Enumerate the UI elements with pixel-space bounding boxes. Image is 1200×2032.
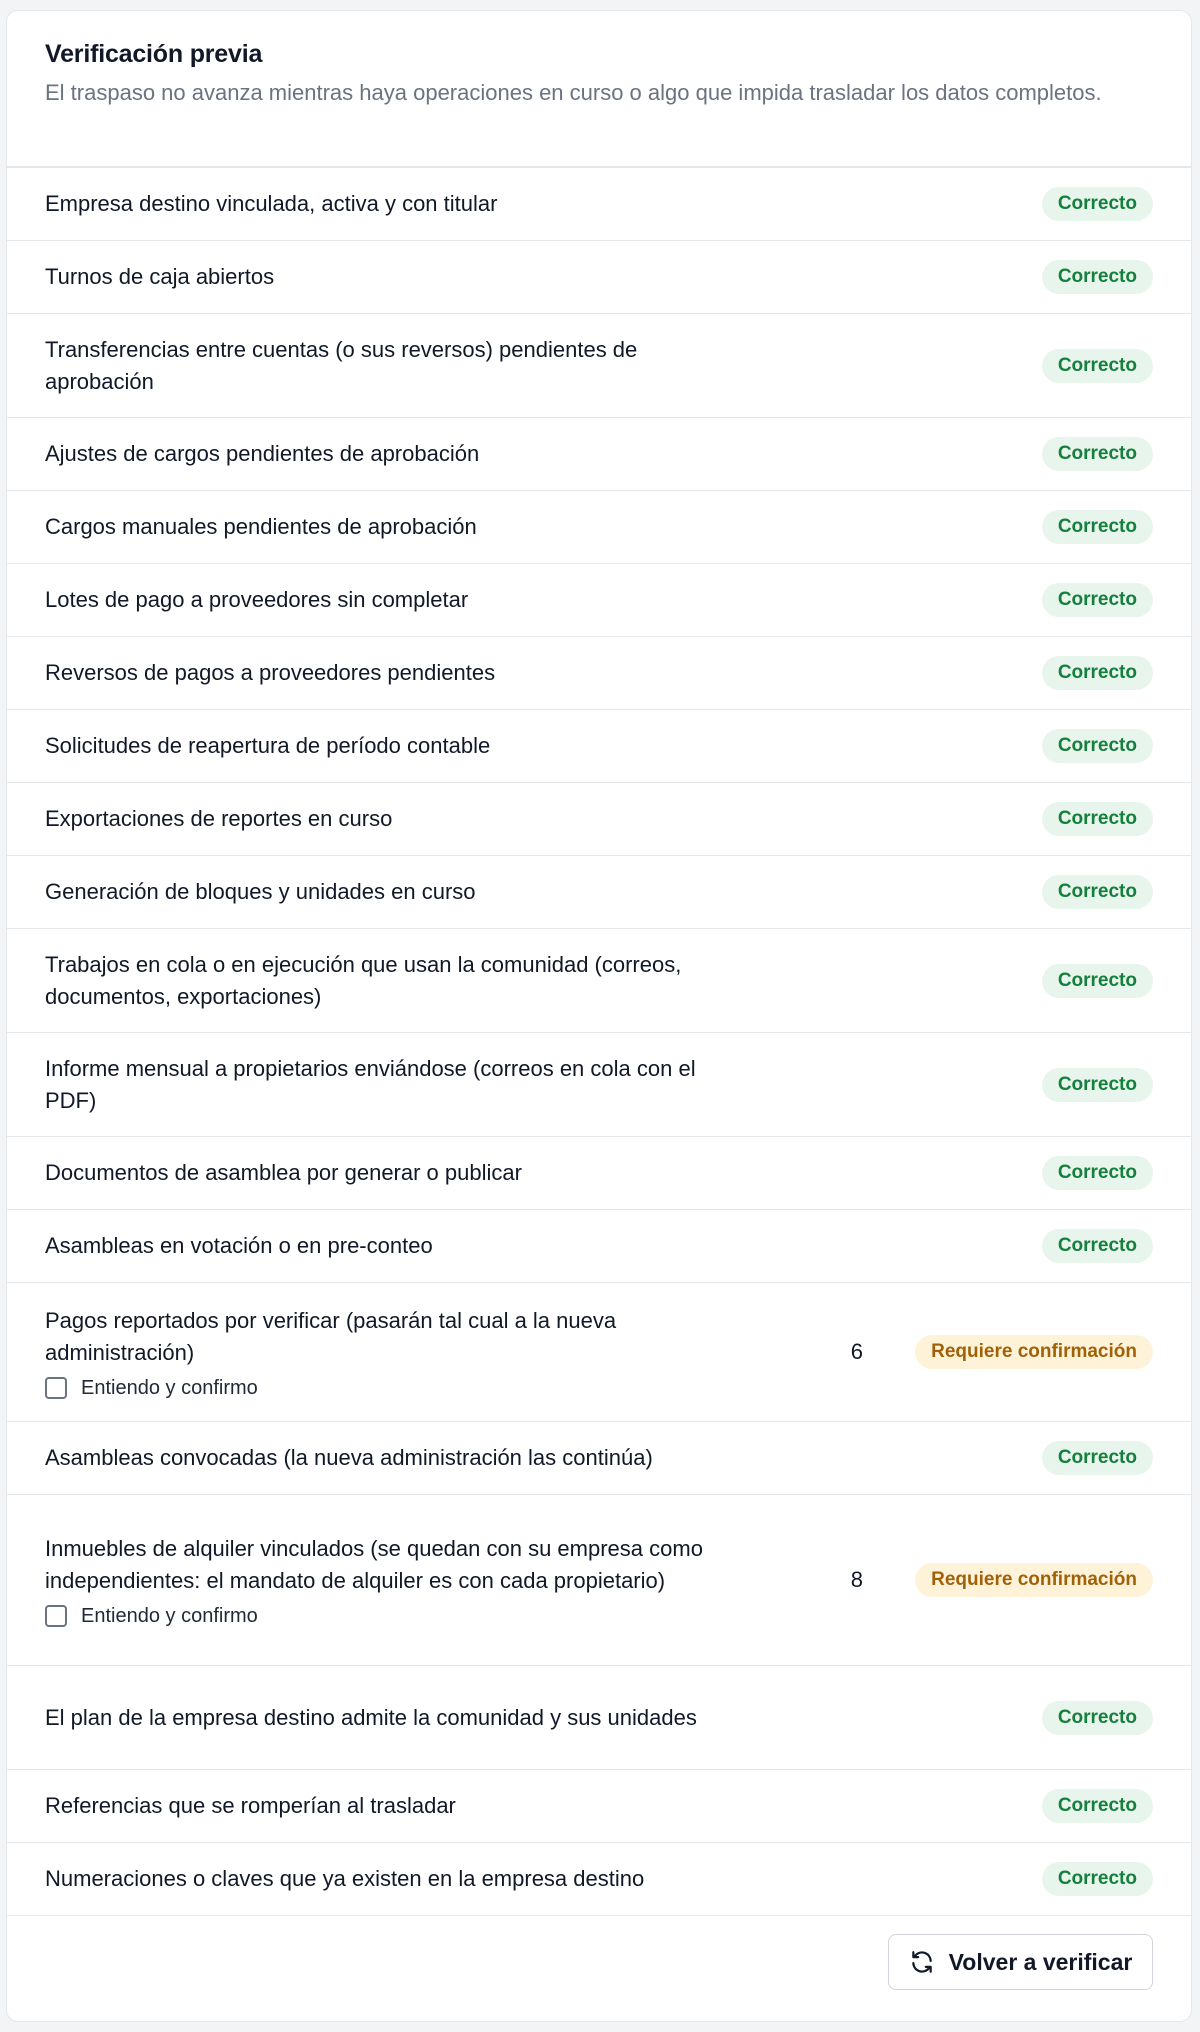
status-badge: Correcto [1042, 964, 1153, 998]
check-row [7, 1033, 1191, 1137]
check-label: Inmuebles de alquiler vinculados (se quedan con su empresa como independientes: el mandato de alquiler es con cada propietario) [45, 1535, 703, 1593]
check-row [7, 1137, 1191, 1210]
check-label: Transferencias entre cuentas (o sus reversos) pendientes de aprobación [45, 336, 638, 394]
check-row-content [45, 188, 725, 220]
check-row-content [45, 803, 725, 835]
check-label: Asambleas en votación o en pre-conteo [45, 1233, 433, 1258]
check-row-content [45, 1230, 725, 1262]
reverify-button-label: Volver a verificar [948, 1948, 1133, 1975]
check-label: Exportaciones de reportes en curso [45, 806, 393, 831]
check-row [7, 710, 1191, 783]
card-header [7, 11, 1191, 168]
check-row-content [45, 584, 725, 616]
check-label: Asambleas convocadas (la nueva administración las continúa) [45, 1445, 653, 1470]
checks-list [7, 168, 1191, 1916]
check-row [7, 1843, 1191, 1916]
status-badge: Correcto [1042, 1156, 1153, 1190]
check-label: Generación de bloques y unidades en curso [45, 879, 476, 904]
check-row-content [45, 334, 725, 398]
check-count: 8 [850, 1567, 863, 1592]
check-label: Cargos manuales pendientes de aprobación [45, 514, 477, 539]
check-row [7, 783, 1191, 856]
check-row [7, 491, 1191, 564]
check-row-content [45, 1053, 725, 1117]
status-badge: Requiere confirmación [915, 1563, 1153, 1597]
check-row [7, 1495, 1191, 1666]
confirm-control[interactable] [45, 1377, 725, 1400]
check-row-content [45, 657, 725, 689]
check-row [7, 637, 1191, 710]
check-row-content [45, 1863, 725, 1895]
check-row-content [45, 1305, 725, 1400]
status-badge: Correcto [1042, 1862, 1153, 1896]
check-row-content [45, 261, 725, 293]
refresh-icon [909, 1949, 935, 1975]
check-row-content [45, 438, 725, 470]
status-badge: Requiere confirmación [915, 1335, 1153, 1369]
status-badge: Correcto [1042, 437, 1153, 471]
check-row [7, 1666, 1191, 1770]
check-label: Documentos de asamblea por generar o publicar [45, 1160, 522, 1185]
check-row-content [45, 1533, 725, 1628]
check-row-content [45, 1157, 725, 1189]
confirm-control[interactable] [45, 1605, 725, 1628]
check-row [7, 314, 1191, 418]
check-label: Numeraciones o claves que ya existen en la empresa destino [45, 1866, 645, 1891]
check-row-content [45, 1442, 725, 1474]
reverify-button[interactable] [888, 1934, 1153, 1990]
check-label: Trabajos en cola o en ejecución que usan la comunidad (correos, documentos, exportaciones) [45, 951, 682, 1009]
check-label: Lotes de pago a proveedores sin completar [45, 587, 469, 612]
card-title: Verificación previa [45, 40, 263, 68]
status-badge: Correcto [1042, 875, 1153, 909]
check-row-content [45, 511, 725, 543]
status-badge: Correcto [1042, 802, 1153, 836]
check-label: Informe mensual a propietarios enviándose (correos en cola con el PDF) [45, 1055, 696, 1113]
confirm-label: Entiendo y confirmo [81, 1604, 258, 1627]
confirm-checkbox[interactable] [45, 1377, 67, 1399]
check-row-content [45, 1702, 725, 1734]
check-row [7, 564, 1191, 637]
status-badge: Correcto [1042, 1068, 1153, 1102]
check-row [7, 856, 1191, 929]
check-row [7, 1422, 1191, 1495]
check-row-content [45, 1790, 725, 1822]
check-row-content [45, 876, 725, 908]
status-badge: Correcto [1042, 729, 1153, 763]
check-label: Referencias que se romperían al trasladar [45, 1793, 456, 1818]
check-label: Turnos de caja abiertos [45, 264, 275, 289]
status-badge: Correcto [1042, 1229, 1153, 1263]
confirm-checkbox[interactable] [45, 1605, 67, 1627]
status-badge: Correcto [1042, 1441, 1153, 1475]
check-row [7, 1770, 1191, 1843]
status-badge: Correcto [1042, 583, 1153, 617]
check-row [7, 241, 1191, 314]
status-badge: Correcto [1042, 1701, 1153, 1735]
check-label: El plan de la empresa destino admite la comunidad y sus unidades [45, 1704, 697, 1730]
check-row [7, 1210, 1191, 1283]
check-row [7, 168, 1191, 241]
check-row [7, 418, 1191, 491]
check-label: Empresa destino vinculada, activa y con titular [45, 191, 498, 216]
status-badge: Correcto [1042, 349, 1153, 383]
check-count: 6 [850, 1339, 863, 1364]
status-badge: Correcto [1042, 260, 1153, 294]
card-subtitle: El traspaso no avanza mientras haya operaciones en curso o algo que impida trasladar los datos completos. [45, 80, 1102, 105]
card-footer [7, 1916, 1191, 2013]
check-label: Reversos de pagos a proveedores pendientes [45, 660, 496, 685]
status-badge: Correcto [1042, 510, 1153, 544]
status-badge: Correcto [1042, 656, 1153, 690]
check-label: Pagos reportados por verificar (pasarán tal cual a la nueva administración) [45, 1307, 617, 1365]
check-label: Ajustes de cargos pendientes de aprobación [45, 441, 480, 466]
status-badge: Correcto [1042, 187, 1153, 221]
confirm-label: Entiendo y confirmo [81, 1376, 258, 1399]
check-row [7, 1283, 1191, 1422]
check-row [7, 929, 1191, 1033]
check-row-content [45, 949, 725, 1013]
check-row-content [45, 730, 725, 762]
pre-verification-card [6, 10, 1192, 2022]
status-badge: Correcto [1042, 1789, 1153, 1823]
check-label: Solicitudes de reapertura de período contable [45, 733, 491, 758]
